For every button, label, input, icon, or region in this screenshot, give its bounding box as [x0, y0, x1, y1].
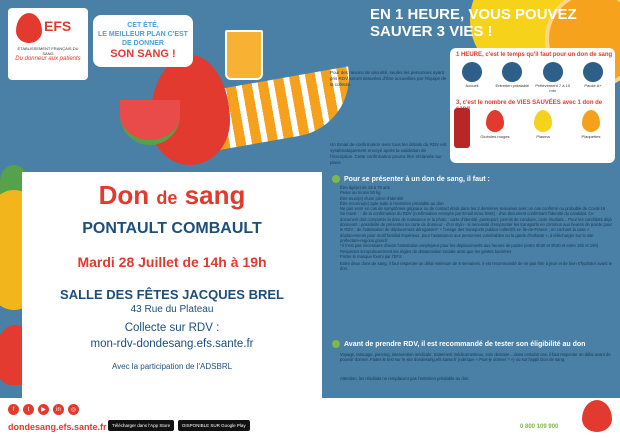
partnership-note: Avec la participation de l'ADSBRL: [111, 362, 233, 371]
rdv-link[interactable]: mon-rdv-dondesang.efs.sante.fr: [90, 338, 254, 350]
efs-logo[interactable]: [8, 8, 88, 80]
rdv-label: Collecte sur RDV :: [124, 322, 220, 334]
requirement-item: Respecter scrupuleusement les règles de distanciation sociale ainsi que les gestes barrières: [340, 248, 512, 254]
eligibility-section: [332, 340, 612, 348]
component-label: Globules rouges: [480, 134, 510, 139]
requirement-item: Porter le masque fourni par l'EFS: [340, 253, 402, 259]
eligibility-note: Attention, les résultats ne remplacent pas l'entretien préalable au don.: [340, 376, 470, 381]
requirement-item: Être muni(e) d'une pièce d'identité: [340, 195, 404, 201]
twitter-icon[interactable]: t: [23, 404, 34, 415]
logo-text: EFS: [44, 18, 72, 34]
title-word-don: Don: [98, 180, 150, 210]
card-title-1: 1 HEURE, c'est le temps qu'il faut pour un don de sang: [456, 52, 613, 58]
juice-glass-illustration: [225, 30, 263, 80]
requirement-item: Peser au moins 50 kg: [340, 190, 381, 196]
step-item: [535, 62, 571, 93]
requirement-item: Ne pas venir en cas de symptômes grippaux ou de contact étroit dans les 2 dernières semaines avec un cas confirmé ou probable de Covid-19: [340, 206, 606, 212]
event-panel: [22, 172, 322, 427]
eligibility-body: Voyage, tatouage, piercing, intervention médicale, traitement médicamenteux, soin dentaire... dans certains cas, il faut respecter un délai avant de pouvoir donner. Faites le test sur le site dondesang.efs.sante.fr (rubrique « Puis-je donner ? ») ou sur l'appli Don de sang.: [340, 352, 611, 363]
app-store-badges: [108, 420, 250, 431]
social-links: [8, 404, 79, 415]
app-store-button[interactable]: Télécharger dans l'App Store: [108, 420, 174, 431]
requirements-heading: [332, 175, 612, 183]
security-info: Pour des raisons de sécurité, seules les personnes ayant pris RDV seront assurées d'être accueillies par l'équipe de la collecte.: [330, 70, 447, 87]
linkedin-icon[interactable]: in: [53, 404, 64, 415]
blood-components-row: [478, 110, 608, 139]
check-icon: [332, 340, 340, 348]
component-item: [526, 110, 560, 139]
card-title-2: 3, c'est le nombre de VIES SAUVÉES avec 1 don de: [456, 100, 603, 106]
requirement-item: Être âgé(e) de 18 à 70 ans: [340, 185, 390, 190]
component-item: [574, 110, 608, 139]
instagram-icon[interactable]: ◎: [68, 404, 79, 415]
snack-icon: [583, 62, 603, 82]
footer: [0, 398, 620, 438]
red-cells-drop-icon: [486, 110, 504, 132]
event-city: PONTAULT COMBAULT: [82, 220, 262, 237]
requirements-list: [340, 185, 612, 272]
interview-icon: [502, 62, 522, 82]
component-label: Plasma: [536, 134, 550, 139]
requirement-item: Se munir : - de la confirmation du RDV (confirmation envoyée par Email et/ou SMS) - d'un document confirmant l'identité du candidat. Ce document doit comporter la date de naissance et la photo : carte d'identité, passeport, permis de conduire, carte étudiant... Pour les candidats déjà donneurs : possibilité de présenter sa carte de donneur - d'un stylo - si nécessité d'emprunter les transports en commun aux heures de pointe pour le RDV : de l'attestation de déplacement dérogatoire* + l'usage des transports publics collectifs en Île-de-France ; en cochant la case « déplacements pour motif familial impérieux, pour l'assistance aux personnes vulnérables ou la garde d'enfants », à télécharger sur le site prefecture-regions.gouv.fr: [340, 211, 612, 243]
requirement-item: *Il n'est pas nécessaire d'avoir l'attestation employeur pour les déplacements aux heures de pointe (entre 6h30 et 9h30 et entre 16h et 19h): [340, 243, 599, 249]
google-play-button[interactable]: DISPONIBLE SUR Google Play: [178, 420, 250, 431]
logo-drop-icon: [16, 13, 42, 43]
event-address: 43 Rue du Plateau: [130, 304, 214, 315]
step-label: Prélèvement 7 à 10 min: [535, 83, 570, 93]
step-label: Accueil: [465, 83, 479, 88]
blood-bag-icon: [454, 108, 470, 148]
step-label: Entretien préalable: [495, 83, 530, 88]
event-title: [22, 180, 322, 211]
speech-bubble: [93, 15, 193, 67]
event-date: Mardi 28 Juillet de 14h à 19h: [77, 254, 267, 270]
bubble-line-2: LE MEILLEUR PLAN C'EST DE DONNER: [98, 31, 188, 47]
title-word-sang: sang: [184, 180, 246, 210]
event-venue: SALLE DES FÊTES JACQUES BREL: [60, 287, 284, 302]
plasma-drop-icon: [534, 110, 552, 132]
blood-draw-icon: [543, 62, 563, 82]
platelets-drop-icon: [582, 110, 600, 132]
footer-drop-icon: [582, 400, 612, 432]
step-item: [454, 62, 490, 93]
youtube-icon[interactable]: ▶: [38, 404, 49, 415]
eligibility-heading-text: Avant de prendre RDV, il est recommandé de tester son éligibilité au don: [344, 340, 586, 348]
phone-number[interactable]: 0 800 109 900: [520, 424, 559, 430]
step-label: Pause A+: [584, 83, 602, 88]
requirement-item: Être reconnu(e) apte suite à l'entretien préalable au don: [340, 200, 444, 206]
facebook-icon[interactable]: f: [8, 404, 19, 415]
donation-steps-card: [450, 48, 615, 163]
logo-subtitle: ÉTABLISSEMENT FRANÇAIS DU SANG: [17, 46, 79, 56]
step-item: [494, 62, 530, 93]
website-link[interactable]: dondesang.efs.sante.fr: [8, 422, 107, 432]
headline: EN 1 HEURE, VOUS POUVEZ SAUVER 3 VIES !: [370, 6, 577, 40]
component-item: [478, 110, 512, 139]
step-item: [575, 62, 611, 93]
requirements-section: [332, 175, 612, 183]
component-label: Plaquettes: [581, 134, 601, 139]
eligibility-heading: [332, 340, 612, 348]
reception-icon: [462, 62, 482, 82]
bubble-line-3: SON SANG !: [110, 48, 176, 60]
bubble-line-1: CET ÉTÉ,: [127, 22, 159, 29]
title-word-de: de: [156, 188, 178, 208]
email-info: Un Email de confirmation avec tous les détails du RDV est systématiquement envoyé après la validation de l'inscription. Cette confirmation pourra être réclamée sur place: [330, 142, 447, 165]
steps-row: [454, 62, 611, 93]
check-icon: [332, 175, 340, 183]
logo-slogan: Du donneur aux patients: [15, 56, 81, 62]
requirements-tail: Entre deux dons de sang, il faut respecter un délai minimum de 8 semaines. Il est recommandé de ne pas être à jeun et de bien s'hydrater avant le don.: [340, 261, 612, 272]
requirements-heading-text: Pour se présenter à un don de sang, il faut :: [344, 175, 490, 183]
